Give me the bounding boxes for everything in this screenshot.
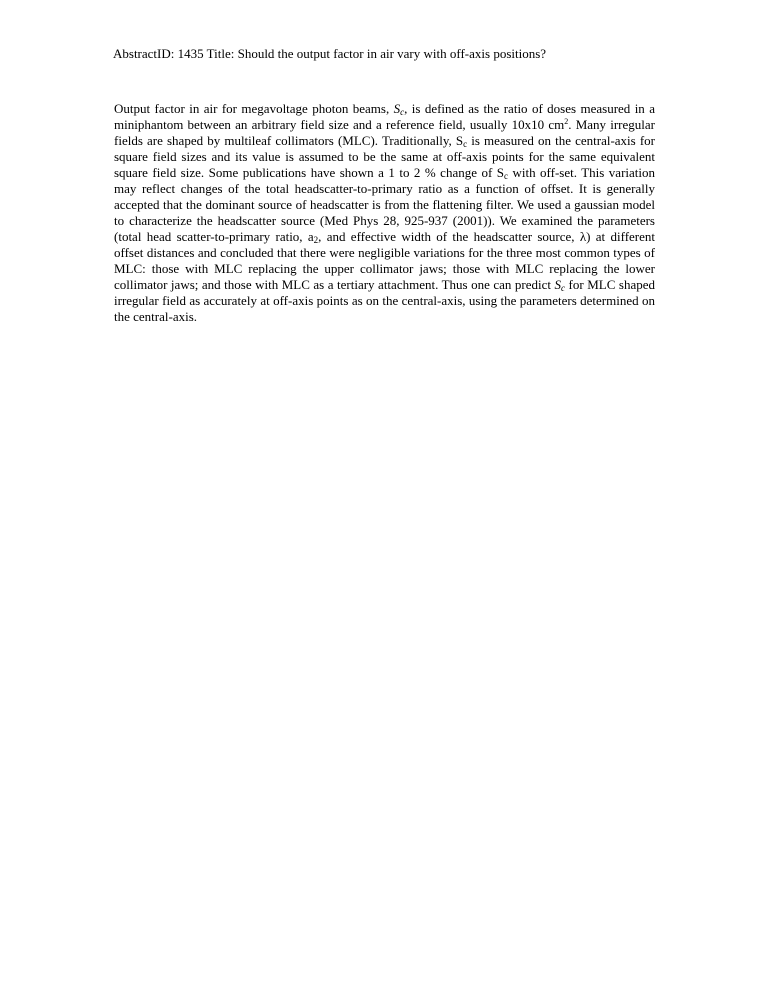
abstract-text: Output factor in air for megavoltage photon beams, [114,101,394,116]
superscript: 2 [564,117,569,126]
abstract-text: with off-set. This variation may reflect changes of the total headscatter-to-primary ratio as a function of offset. It is generally accepted that the dominant source of headscatter is from the flattening filter. We used a gaussian model to characterize the headscatter source (Med Phys 28, 925-937 (2001)). We examined the parameters (total head scatter-to-primary ratio, a [114,165,656,244]
subscript: c [504,171,508,181]
sc-symbol: $S_c$ [554,277,566,293]
abstract-text: , is defined as the ratio of doses measured in a miniphantom between an arbitrary field size and a reference field, usually 10x10 cm [114,101,655,132]
abstract-text: . Many irregular fields are shaped by multileaf collimators (MLC). Traditionally, S [114,117,655,148]
subscript: 2 [313,235,319,245]
abstract-header: AbstractID: 1435 Title: Should the output factor in air vary with off-axis positions? [113,46,547,61]
abstract-text: is measured on the central-axis for square field sizes and its value is assumed to be the same at off-axis points for the same equivalent square field size. Some publications have shown a 1 to 2 % change of S [114,133,655,180]
subscript: c [463,139,468,149]
abstract-body [114,101,655,325]
abstract-text: , and effective width of the headscatter source, λ) at different offset distances and concluded that there were negligible variations for the three most common types of MLC: those with MLC replacing the upper collimator jaws; those with MLC replacing the lower collimator jaws; and those with MLC as a tertiary attachment. Thus one can predict [114,229,655,292]
sc-symbol: $S_c$ [393,101,405,117]
abstract-text: for MLC shaped irregular field as accurately at off-axis points as on the central-axis, using the parameters determined on the central-axis. [114,277,655,324]
